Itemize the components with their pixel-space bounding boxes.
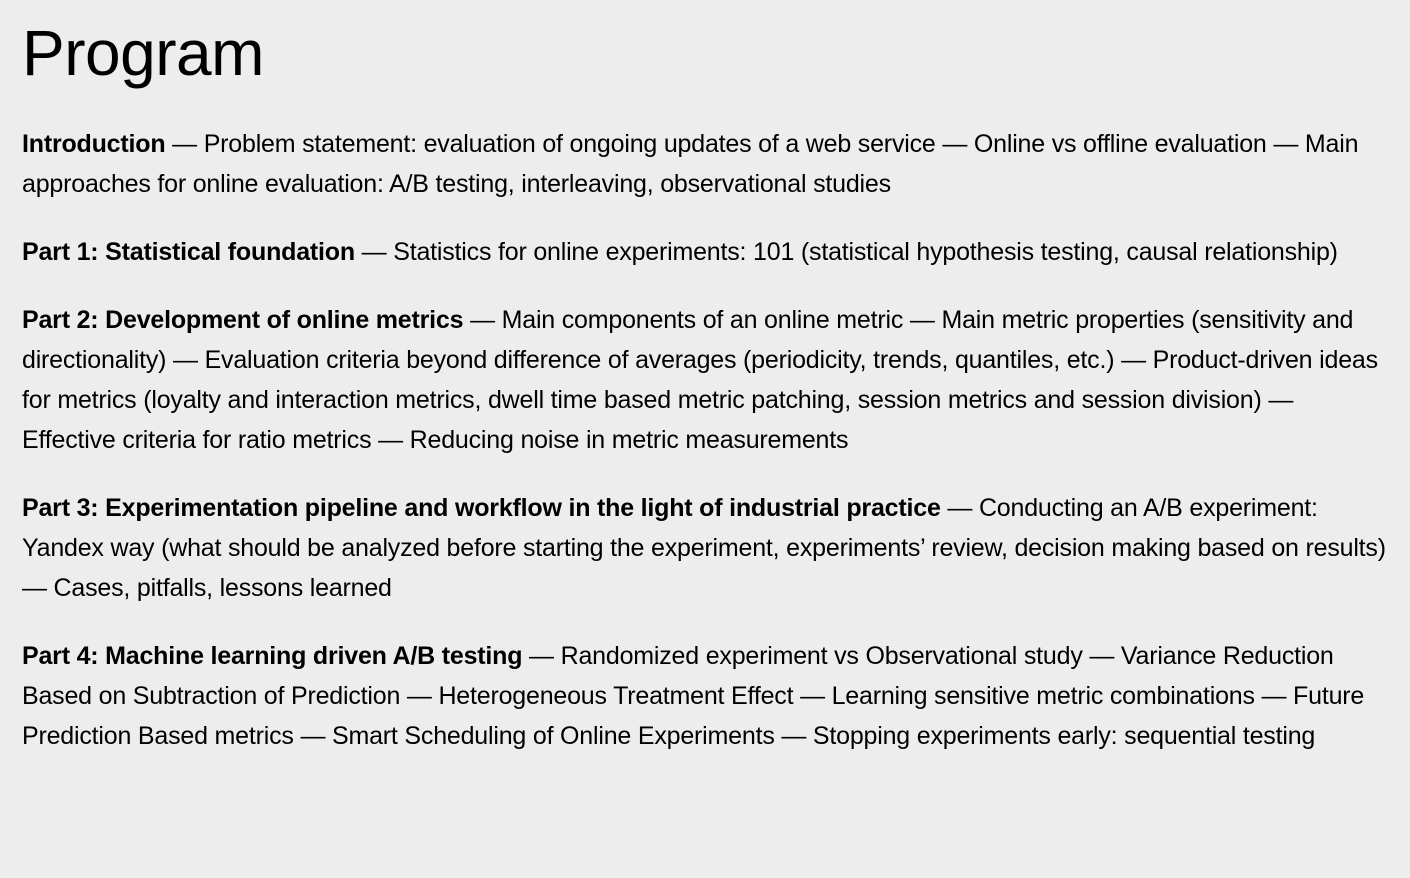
section-body: — Problem statement: evaluation of ongoing updates of a web service — Online vs offline evaluation — Main approaches for online evaluation: A/B testing, interleaving, observational studies <box>22 130 1359 198</box>
section-heading: Part 2: Development of online metrics <box>22 306 464 334</box>
page-title: Program <box>22 17 264 89</box>
section-part-1 <box>22 232 1388 272</box>
section-heading: Part 4: Machine learning driven A/B testing <box>22 642 523 670</box>
program-sections <box>22 124 1388 756</box>
section-body: — Statistics for online experiments: 101 (statistical hypothesis testing, causal relationship) <box>354 238 1338 266</box>
section-part-3 <box>22 488 1388 608</box>
section-heading: Introduction <box>22 130 166 158</box>
section-heading: Part 3: Experimentation pipeline and workflow in the light of industrial practice <box>22 494 941 522</box>
section-body: — Main components of an online metric — Main metric properties (sensitivity and directionality) — Evaluation criteria beyond difference of averages (periodicity, trends, quantiles, etc.) — Product-driven ideas for metrics (loyalty and interaction metrics, dwell time based metric patching, session metrics and session division) — Effective criteria for ratio metrics — Reducing noise in metric measurements <box>22 306 1378 454</box>
section-body: — Conducting an A/B experiment: Yandex way (what should be analyzed before starting the experiment, experiments’ review, decision making based on results) — Cases, pitfalls, lessons learned <box>22 494 1386 602</box>
section-part-4 <box>22 636 1388 756</box>
section-body: — Randomized experiment vs Observational study — Variance Reduction Based on Subtraction of Prediction — Heterogeneous Treatment Effect — Learning sensitive metric combinations — Future Prediction Based metrics — Smart Scheduling of Online Experiments — Stopping experiments early: sequential testing <box>22 642 1365 750</box>
section-part-2 <box>22 300 1388 460</box>
section-introduction <box>22 124 1388 204</box>
section-heading: Part 1: Statistical foundation <box>22 238 355 266</box>
